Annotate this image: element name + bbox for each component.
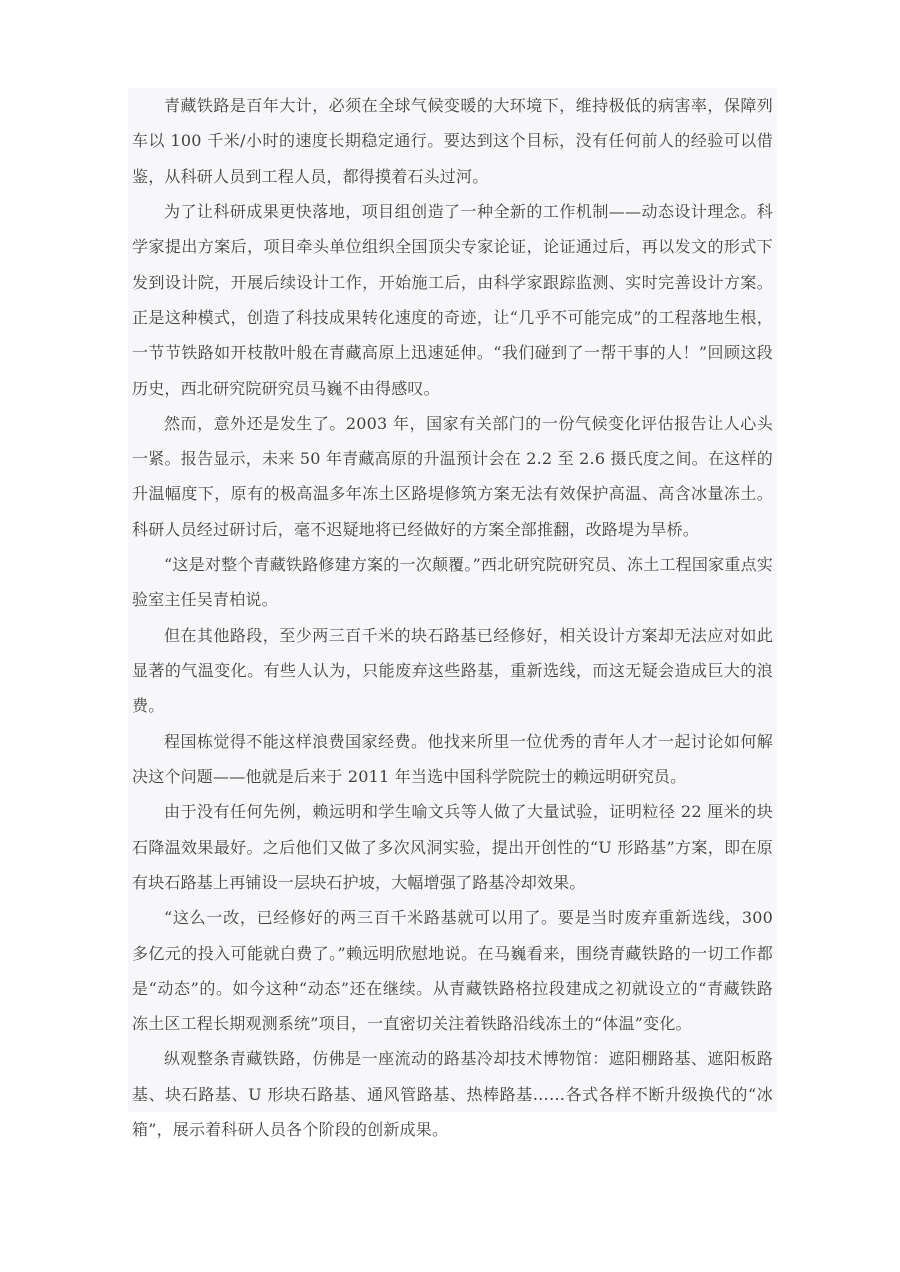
paragraph-3: 然而，意外还是发生了。2003 年，国家有关部门的一份气候变化评估报告让人心头一紧。报告显示，未来 50 年青藏高原的升温预计会在 2.2 至 2.6 摄氏度之间。在这样的升温幅度下，原有的极高温多年冻土区路堤修筑方案无法有效保护高温、高含冰量冻土。科研人员经过研讨后，毫不迟疑地将已经做好的方案全部推翻，改路堤为旱桥。 [132,413,773,539]
paragraph-6: 程国栋觉得不能这样浪费国家经费。他找来所里一位优秀的青年人才一起讨论如何解决这个问题——他就是后来于 2011 年当选中国科学院院士的赖远明研究员。 [132,731,773,786]
paragraph-5: 但在其他路段，至少两三百千米的块石路基已经修好，相关设计方案却无法应对如此显著的气温变化。有些人认为，只能废弃这些路基，重新选线，而这无疑会造成巨大的浪费。 [132,625,773,716]
paragraph-9: 纵观整条青藏铁路，仿佛是一座流动的路基冷却技术博物馆：遮阳棚路基、遮阳板路基、块石路基、U 形块石路基、通风管路基、热棒路基……各式各样不断升级换代的“冰箱”，展示着科研人员各个阶段的创新成果。 [132,1049,773,1140]
document-page [128,88,777,1140]
paragraph-2: 为了让科研成果更快落地，项目组创造了一种全新的工作机制——动态设计理念。科学家提出方案后，项目牵头单位组织全国顶尖专家论证，论证通过后，再以发文的形式下发到设计院，开展后续设计工作，开始施工后，由科学家跟踪监测、实时完善设计方案。正是这种模式，创造了科技成果转化速度的奇迹，让“几乎不可能完成”的工程落地生根，一节节铁路如开枝散叶般在青藏高原上迅速延伸。“我们碰到了一帮干事的人！”回顾这段历史，西北研究院研究员马巍不由得感叹。 [132,201,773,398]
paragraph-1: 青藏铁路是百年大计，必须在全球气候变暖的大环境下，维持极低的病害率，保障列车以 100 千米/小时的速度长期稳定通行。要达到这个目标，没有任何前人的经验可以借鉴，从科研人员到工程人员，都得摸着石头过河。 [132,96,773,186]
article-body [132,88,773,1147]
paragraph-4: “这是对整个青藏铁路修建方案的一次颠覆。”西北研究院研究员、冻土工程国家重点实验室主任吴青柏说。 [132,555,773,610]
paragraph-8: “这么一改，已经修好的两三百千米路基就可以用了。要是当时废弃重新选线，300 多亿元的投入可能就白费了。”赖远明欣慰地说。在马巍看来，围绕青藏铁路的一切工作都是“动态”的。如今这种“动态”还在继续。从青藏铁路格拉段建成之初就设立的“青藏铁路冻土区工程长期观测系统”项目，一直密切关注着铁路沿线冻土的“体温”变化。 [132,908,773,1034]
paragraph-7: 由于没有任何先例，赖远明和学生喻文兵等人做了大量试验，证明粒径 22 厘米的块石降温效果最好。之后他们又做了多次风洞实验，提出开创性的“U 形路基”方案，即在原有块石路基上再铺设一层块石护坡，大幅增强了路基冷却效果。 [132,802,773,892]
